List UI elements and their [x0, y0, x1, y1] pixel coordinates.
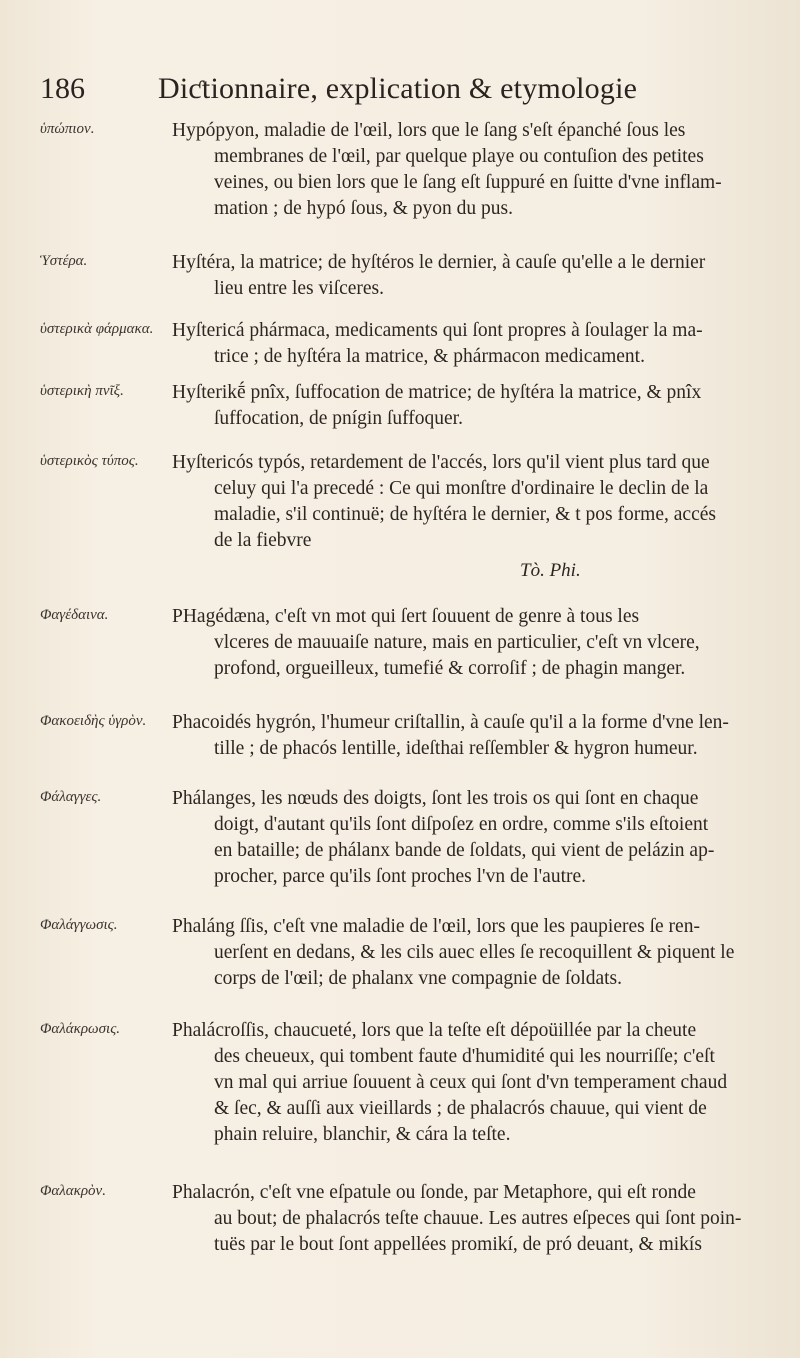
entry-line: PHagédæna, c'eſt vn mot qui ſert ſouuent de genre à tous les	[172, 606, 640, 627]
entry-text	[172, 450, 770, 554]
greek-term: Ὑστέρα.	[40, 253, 88, 269]
entry-line: ſuffocation, de pnígin ſuffoquer.	[214, 408, 463, 429]
entry-phalanges	[40, 786, 770, 896]
running-title: Diƈtionnaire, explication & etymologie	[158, 72, 638, 105]
greek-term: ὑπώπιον.	[40, 121, 95, 137]
entry-line: Hyſtericós typós, retardement de l'accés, lors qu'il vient plus tard que	[172, 452, 710, 473]
entry-line: Hyſtericá phármaca, medicaments qui ſont propres à ſoulager la ma-	[172, 320, 703, 341]
greek-term: Φαλάκρωσις.	[40, 1021, 121, 1037]
entry-text	[172, 380, 770, 432]
entry-line: Hyſtéra, la matrice; de hyſtéros le dernier, à cauſe qu'elle a le dernier	[172, 252, 706, 273]
greek-term: Φαλακρὸν.	[40, 1183, 106, 1199]
entry-line: tille ; de phacós lentille, ideſthai reſſembler & hygron humeur.	[214, 738, 698, 759]
entry-hysterike-pnix	[40, 380, 770, 440]
entry-line: Phaláng ſſis, c'eſt vne maladie de l'œil, lors que les paupieres ſe ren-	[172, 916, 700, 937]
entry-line: vlceres de mauuaiſe nature, mais en particulier, c'eſt vn vlcere,	[214, 632, 700, 653]
entry-line: vn mal qui arriue ſouuent à ceux qui ſont d'vn temperament chaud	[214, 1072, 728, 1093]
entry-text	[172, 1180, 770, 1258]
entry-line: Phalácroſſis, chaucueté, lors que la teſte eſt dépoüillée par la cheute	[172, 1020, 697, 1041]
entry-hystericos-typos	[40, 450, 770, 560]
entry-line: Phálanges, les nœuds des doigts, ſont les trois os qui ſont en chaque	[172, 788, 699, 809]
entry-line: au bout; de phalacrós teſte chauue. Les autres eſpeces qui ſont poin-	[214, 1208, 742, 1229]
entry-line: phain reluire, blanchir, & cára la teſte.	[214, 1124, 511, 1145]
entry-line: procher, parce qu'ils ſont proches l'vn de l'autre.	[214, 866, 587, 887]
entry-text	[172, 118, 770, 222]
entry-line: des cheueux, qui tombent faute d'humidité qui les nourriſſe; c'eſt	[214, 1046, 715, 1067]
greek-term: Φαλάγγωσις.	[40, 917, 118, 933]
entry-line: Hypópyon, maladie de l'œil, lors que le ſang s'eſt épanché ſous les	[172, 120, 686, 141]
entry-text	[172, 786, 770, 890]
entry-text	[172, 250, 770, 302]
entry-line: corps de l'œil; de phalanx vne compagnie de ſoldats.	[214, 968, 623, 989]
entry-phalacron	[40, 1180, 770, 1265]
entry-line: Phacoidés hygrón, l'humeur criſtallin, à cauſe qu'il a la forme d'vne len-	[172, 712, 729, 733]
entry-line: maladie, s'il continuë; de hyſtéra le dernier, & t pos forme, accés	[214, 504, 716, 525]
entry-line: tuës par le bout ſont appellées promikí, de pró deuant, & mikís	[214, 1234, 702, 1255]
greek-term: ὑστερικὰ φάρμακα.	[40, 321, 154, 337]
entry-line: & ſec, & auſſi aux vieillards ; de phalacrós chauue, qui vient de	[214, 1098, 707, 1119]
entry-line: veines, ou bien lors que le ſang eſt ſuppuré en ſuitte d'vne inflam-	[214, 172, 722, 193]
entry-phacoides	[40, 710, 770, 770]
entry-phalacrossis	[40, 1018, 770, 1153]
entry-line: de la fiebvre	[214, 530, 312, 551]
entry-text	[172, 710, 770, 762]
entry-hysterica-pharmaca	[40, 318, 770, 378]
entry-line: Phalacrón, c'eſt vne eſpatule ou ſonde, par Metaphore, qui eſt ronde	[172, 1182, 696, 1203]
entry-line: celuy qui l'a precedé : Ce qui monſtre d'ordinaire le declin de la	[214, 478, 709, 499]
greek-term: Φάλαγγες.	[40, 789, 102, 805]
entry-line: profond, orgueilleux, tumefié & corroſif ; de phagin manger.	[214, 658, 686, 679]
entry-line: en bataille; de phálanx bande de ſoldats, qui vient de pelázin ap-	[214, 840, 715, 861]
entry-line: membranes de l'œil, par quelque playe ou contuſion des petites	[214, 146, 704, 167]
entry-line: uerſent en dedans, & les cils auec elles ſe recoquillent & piquent le	[214, 942, 735, 963]
greek-term: ὑστερικὸς τύπος.	[40, 453, 139, 469]
entry-line: Hyſterikḗ pnîx, ſuffocation de matrice; de hyſtéra la matrice, & pnîx	[172, 382, 702, 403]
entry-text	[172, 914, 770, 992]
page-header	[40, 72, 760, 122]
entry-line: mation ; de hypó ſous, & pyon du pus.	[214, 198, 513, 219]
entry-text	[172, 318, 770, 370]
greek-term: ὑστερικὴ πνῖξ.	[40, 383, 124, 399]
entry-line: lieu entre les viſceres.	[214, 278, 385, 299]
entry-text	[172, 1018, 770, 1148]
greek-term: Φακοειδὴς ὑγρὸν.	[40, 713, 147, 729]
entry-line: trice ; de hyſtéra la matrice, & phármacon medicament.	[214, 346, 645, 367]
entry-phagedaena	[40, 604, 770, 689]
section-marker: Tò. Phi.	[520, 560, 581, 581]
entry-phalangossis	[40, 914, 770, 999]
page-number: 186	[40, 72, 85, 105]
entry-hypopyon	[40, 118, 770, 228]
entry-hystera	[40, 250, 770, 310]
greek-term: Φαγέδαινα.	[40, 607, 109, 623]
entry-text	[172, 604, 770, 682]
entry-line: doigt, d'autant qu'ils ſont diſpoſez en ordre, comme s'ils eſtoient	[214, 814, 709, 835]
